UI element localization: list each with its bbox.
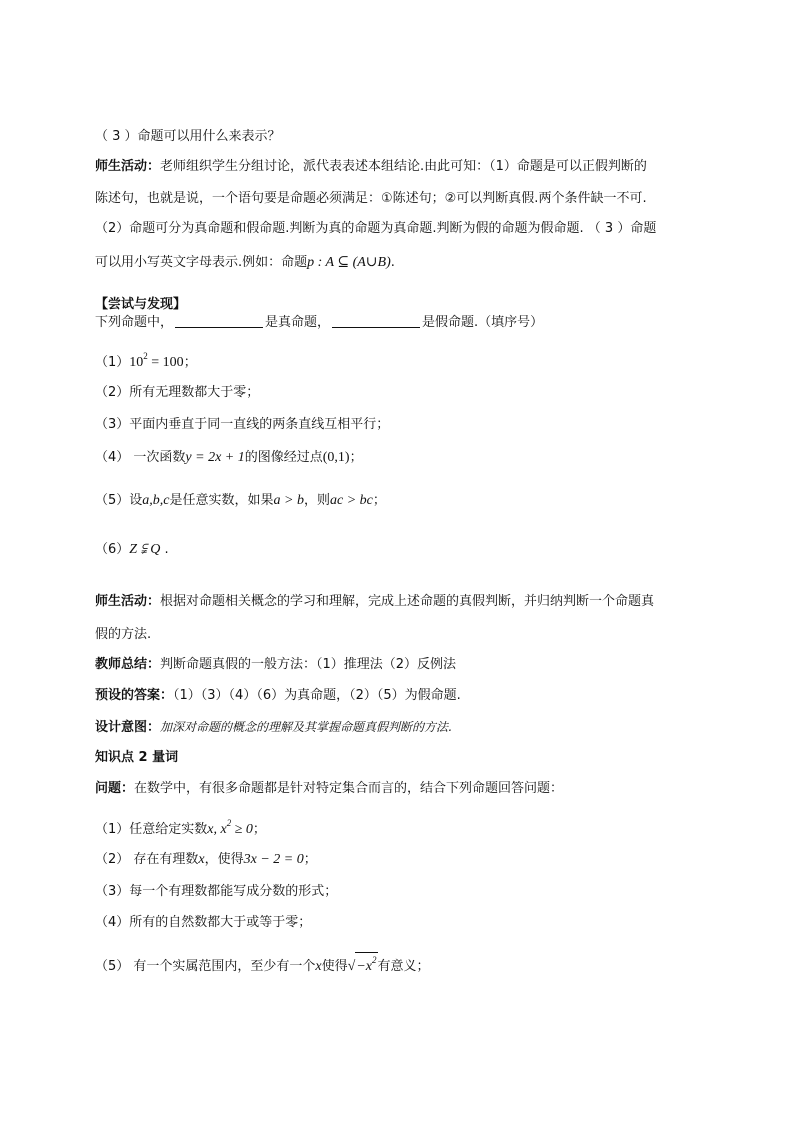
item-5 [95, 492, 386, 510]
q-item-2-math: 3x − 2 = 0 [243, 852, 304, 867]
fill-prefix: 下列命题中， [95, 315, 174, 330]
teacher-summary [95, 656, 456, 674]
q-item-5-label: （5） 有一个实属范围内，至少有一个 [95, 959, 316, 974]
item-1 [95, 347, 197, 372]
q-item-2 [95, 851, 317, 869]
answer-label: 预设的答案： [95, 688, 174, 703]
activity1-line2: 陈述句，也就是说，一个语句要是命题必须满足：①陈述句；②可以判断真假.两个条件缺一不可. [95, 191, 647, 206]
item-1-label: （1） [95, 355, 130, 370]
true-blank [175, 315, 263, 328]
design-intent [95, 718, 452, 737]
item-3: （3）平面内垂直于同一直线的两条直线互相平行； [95, 417, 390, 432]
q-item-5-x: x [315, 959, 322, 974]
fill-mid: 是真命题， [265, 315, 331, 330]
item-4 [95, 449, 363, 467]
activity1-text: 老师组织学生分组讨论，派代表表述本组结论.由此可知：（1）命题是可以正假判断的 [160, 159, 647, 174]
item-5-vars: a,b,c [142, 493, 170, 508]
q-item-5-radical: $√-x^2$ [348, 959, 378, 974]
activity1-line4 [95, 254, 395, 272]
q-item-2-end: ； [303, 852, 317, 867]
item-4-math: y = 2x + 1 [185, 450, 245, 465]
question-label: 问题： [95, 781, 135, 796]
item-6-math: Z ⫋ Q [129, 542, 161, 557]
item-5-mid: 是任意实数，如果 [169, 493, 274, 508]
item-6-label: （6） [95, 542, 130, 557]
q-item-1-math: x, $x^2 \ge 0$ [207, 818, 253, 837]
fill-line [95, 314, 543, 332]
design-label: 设计意图： [95, 720, 161, 735]
try-title: 【尝试与发现】 [95, 297, 187, 312]
item-1-end: ； [183, 355, 197, 370]
item-5-result: ac > bc [329, 493, 373, 508]
item-4-mid: 的图像经过点 [244, 450, 323, 465]
question-line [95, 780, 563, 798]
teacher-label: 教师总结： [95, 657, 161, 672]
activity1-line4-end: . [390, 255, 395, 270]
question-text: 在数学中，有很多命题都是针对特定集合而言的，结合下列命题回答问题： [134, 781, 564, 796]
q-item-2-label: （2） 存在有理数 [95, 852, 199, 867]
teacher-text: 判断命题真假的一般方法：（1）推理法（2）反例法 [160, 657, 457, 672]
q-item-5-mid: 使得 [321, 959, 348, 974]
activity1-label: 师生活动： [95, 159, 161, 174]
q-item-2-mid: ，使得 [204, 852, 244, 867]
item-1-math: $10^2 = 100$ [129, 351, 184, 370]
activity1-line4-text: 可以用小写英文字母表示.例如：命题 [95, 255, 308, 270]
activity1-line3: （2）命题可分为真命题和假命题.判断为真的命题为真命题.判断为假的命题为假命题. （ 3 ）命题 [95, 221, 657, 236]
item-6-end: . [160, 542, 169, 557]
item-5-mid2: ，则 [303, 493, 330, 508]
q-item-3: （3）每一个有理数都能写成分数的形式； [95, 884, 338, 899]
q-item-2-x: x [198, 852, 205, 867]
design-text: 加深对命题的概念的理解及其掌握命题真假判断的方法. [160, 720, 452, 734]
item-4-point: (0,1) [322, 450, 350, 465]
q3-title: （ 3 ）命题可以用什么来表示？ [95, 129, 281, 144]
item-4-end: ； [349, 450, 363, 465]
answer-text: （1）（3）（4）（6）为真命题，（2）（5）为假命题. [173, 688, 461, 703]
q-item-4: （4）所有的自然数都大于或等于零； [95, 915, 312, 930]
q-item-1 [95, 814, 266, 839]
item-5-cond: a > b [273, 493, 304, 508]
activity2-label: 师生活动： [95, 594, 161, 609]
fill-suffix: 是假命题.（填序号） [422, 315, 544, 330]
activity1-line1 [95, 158, 647, 176]
item-5-end: ； [372, 493, 386, 508]
item-2: （2）所有无理数都大于零； [95, 385, 260, 400]
activity1-line4-math: p : A ⊆ (A∪B) [307, 255, 391, 270]
preset-answer [95, 687, 461, 705]
item-4-label: （4） 一次函数 [95, 450, 186, 465]
false-blank [332, 315, 420, 328]
q-item-1-label: （1）任意给定实数 [95, 822, 208, 837]
q-item-1-end: ； [252, 822, 266, 837]
activity2-line2: 假的方法. [95, 627, 152, 642]
q-item-5 [95, 952, 430, 976]
q-item-5-end: 有意义； [377, 959, 430, 974]
activity2-line1 [95, 593, 654, 611]
item-5-label: （5）设 [95, 493, 143, 508]
activity2-text: 根据对命题相关概念的学习和理解，完成上述命题的真假判断，并归纳判断一个命题真 [160, 594, 655, 609]
knowledge-point-2: 知识点 2 量词 [95, 750, 179, 765]
item-6 [95, 541, 169, 559]
